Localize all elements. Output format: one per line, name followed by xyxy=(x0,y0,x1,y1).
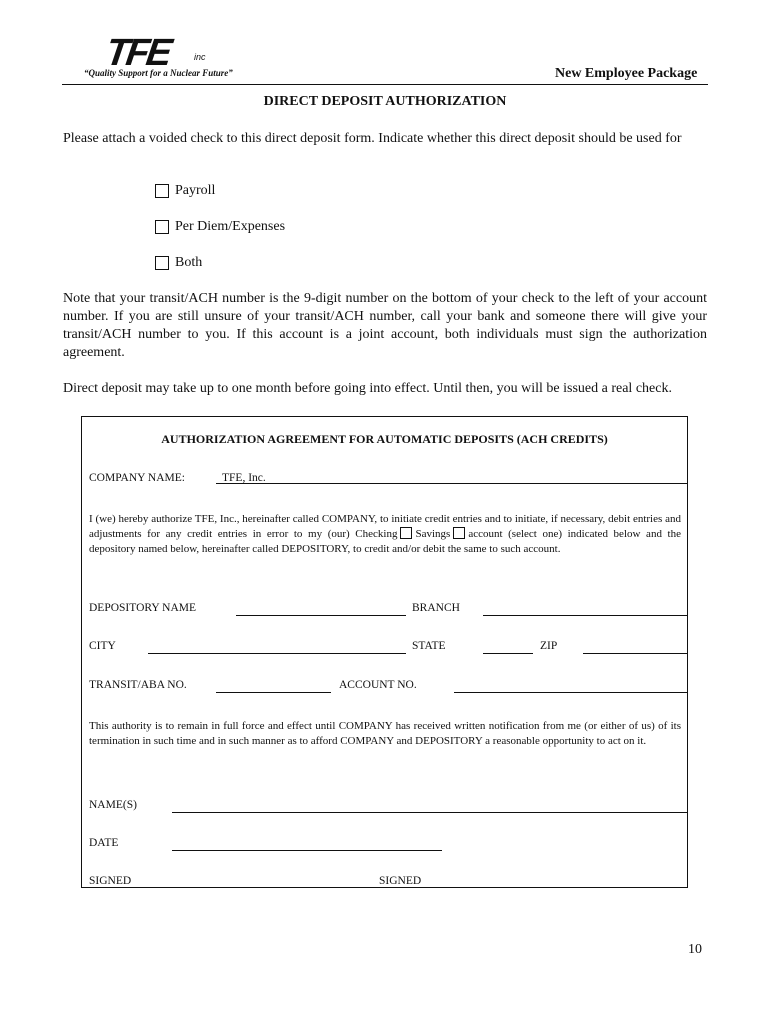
logo-letters: TFE xyxy=(103,32,172,74)
logo-inc: inc xyxy=(194,52,206,62)
account-number-field[interactable] xyxy=(454,692,687,693)
per-diem-checkbox[interactable] xyxy=(155,220,169,234)
branch-label: BRANCH xyxy=(412,602,460,614)
option-label: Both xyxy=(175,255,203,270)
checking-checkbox[interactable] xyxy=(400,527,412,539)
zip-field[interactable] xyxy=(583,653,687,654)
depository-name-label: DEPOSITORY NAME xyxy=(89,602,197,614)
option-label: Payroll xyxy=(175,183,216,198)
payroll-checkbox[interactable] xyxy=(155,184,169,198)
state-field[interactable] xyxy=(483,653,533,654)
company-name-field[interactable] xyxy=(216,472,687,484)
authority-paragraph: This authority is to remain in full force and effect until COMPANY has received written notification from me (or either of us) of its termination in such time and in such manner as to afford COMPANY and DEPOSITORY a reasonable opportunity to act on it. xyxy=(89,720,681,747)
agreement-title: AUTHORIZATION AGREEMENT FOR AUTOMATIC DEPOSITS (ACH CREDITS) xyxy=(161,432,608,446)
company-name-value: TFE, Inc. xyxy=(222,472,266,484)
header-divider xyxy=(62,84,708,85)
names-label: NAME(S) xyxy=(89,799,137,811)
page-title: DIRECT DEPOSIT AUTHORIZATION xyxy=(263,94,507,109)
company-name-label: COMPANY NAME: xyxy=(89,472,185,484)
signed-label-1: SIGNED xyxy=(89,875,132,887)
intro-paragraph: Please attach a voided check to this direct deposit form. Indicate whether this direct deposit should be used for xyxy=(63,131,682,146)
option-per-diem[interactable] xyxy=(155,219,285,235)
logo-tagline: “Quality Support for a Nuclear Future” xyxy=(84,68,233,78)
state-label: STATE xyxy=(412,640,446,652)
delay-notice: Direct deposit may take up to one month before going into effect. Until then, you will be issued a real check. xyxy=(63,381,672,396)
savings-label: Savings xyxy=(415,528,451,540)
page-number: 10 xyxy=(688,942,702,957)
names-field[interactable] xyxy=(172,812,687,813)
zip-label: ZIP xyxy=(540,640,558,652)
date-field[interactable] xyxy=(172,850,442,851)
option-payroll[interactable] xyxy=(155,183,215,199)
city-label: CITY xyxy=(89,640,116,652)
authorization-paragraph xyxy=(89,512,681,557)
branch-field[interactable] xyxy=(483,615,687,616)
date-label: DATE xyxy=(89,837,119,849)
authorization-text-1: I (we) hereby authorize TFE, Inc., hereinafter called COMPANY, to initiate credit entries and to initiate, if necessary, debit entries and adjustments for any credit entries in error to my (our) Checking xyxy=(89,513,681,540)
depository-name-field[interactable] xyxy=(236,615,406,616)
transit-aba-field[interactable] xyxy=(216,692,331,693)
authorization-text-2: account (select one) indicated below and the depository named below, hereinafter called DEPOSITORY, to credit and/or debit the same to such account. xyxy=(89,528,681,555)
transit-aba-label: TRANSIT/ABA NO. xyxy=(89,679,187,691)
account-number-label: ACCOUNT NO. xyxy=(339,679,417,691)
company-logo xyxy=(82,32,242,82)
both-checkbox[interactable] xyxy=(155,256,169,270)
signed-label-2: SIGNED xyxy=(379,875,422,887)
option-both[interactable] xyxy=(155,255,202,271)
note-paragraph: Note that your transit/ACH number is the 9-digit number on the bottom of your check to the left of your account number. If you are still unsure of your transit/ACH number, call your bank and someone there will give your transit/ACH number to you. If this account is a joint account, both individuals must sign the authorization agreement. xyxy=(63,291,707,360)
savings-checkbox[interactable] xyxy=(453,527,465,539)
package-title: New Employee Package xyxy=(555,66,698,81)
agreement-box xyxy=(81,416,688,888)
option-label: Per Diem/Expenses xyxy=(175,219,286,234)
city-field[interactable] xyxy=(148,653,406,654)
